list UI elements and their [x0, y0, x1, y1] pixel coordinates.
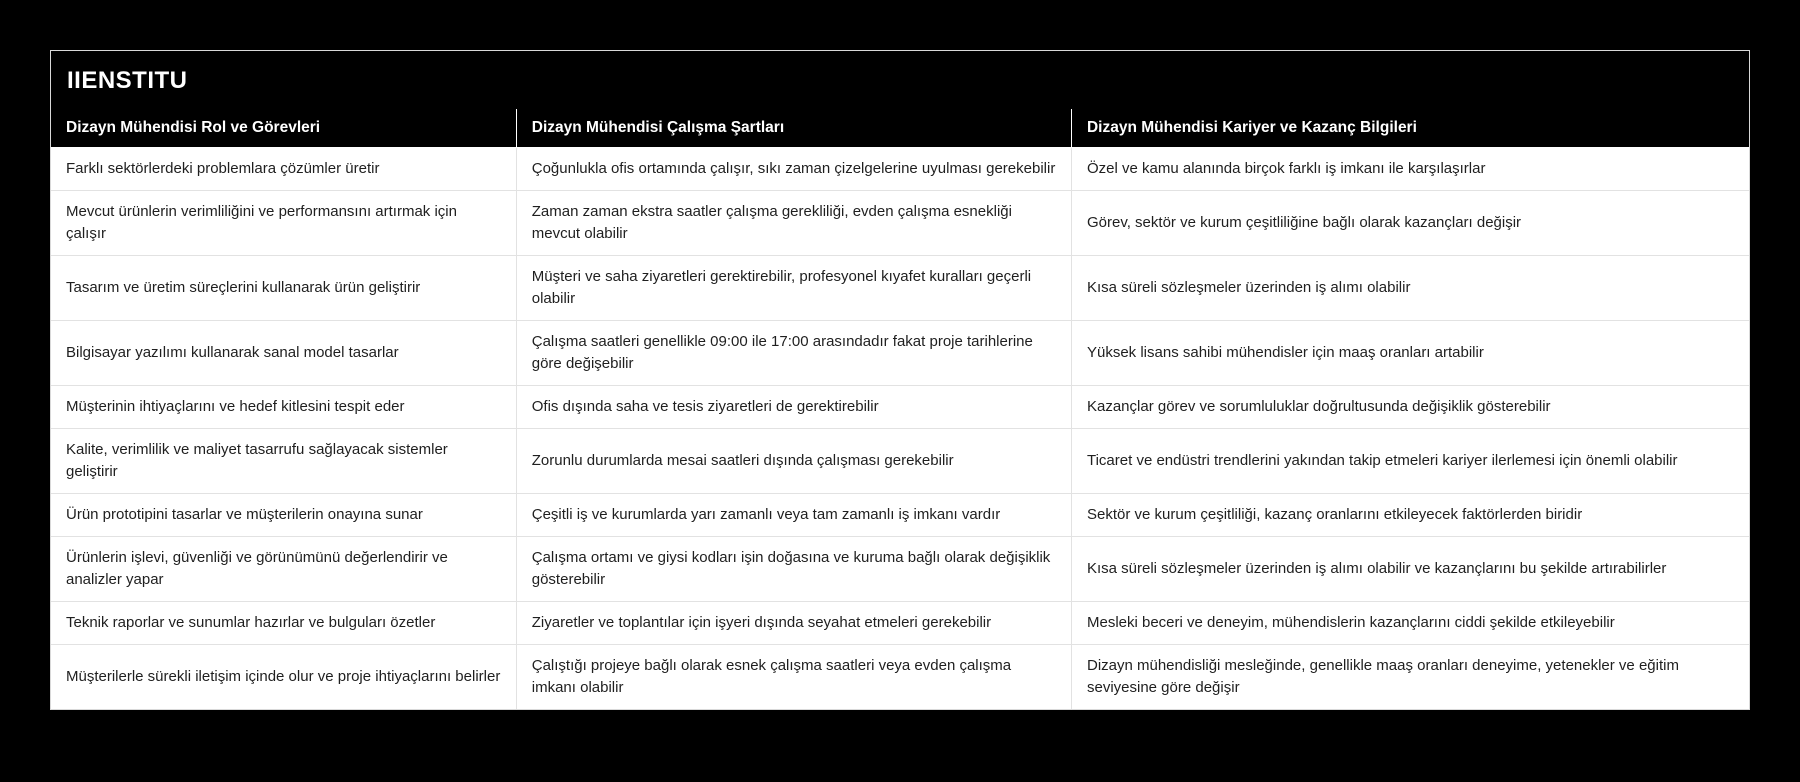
table-row	[51, 494, 1749, 537]
table-cell: Teknik raporlar ve sunumlar hazırlar ve bulguları özetler	[51, 602, 516, 645]
info-table	[51, 109, 1749, 709]
table-row	[51, 537, 1749, 602]
table-cell: Kalite, verimlilik ve maliyet tasarrufu sağlayacak sistemler geliştirir	[51, 429, 516, 494]
table-row	[51, 191, 1749, 256]
table-header-row	[51, 109, 1749, 148]
table-cell: Ticaret ve endüstri trendlerini yakından takip etmeleri kariyer ilerlemesi için önemli olabilir	[1071, 429, 1749, 494]
table-cell: Sektör ve kurum çeşitliliği, kazanç oranlarını etkileyecek faktörlerden biridir	[1071, 494, 1749, 537]
table-body	[51, 148, 1749, 710]
column-header-roles: Dizayn Mühendisi Rol ve Görevleri	[51, 109, 516, 148]
table-cell: Dizayn mühendisliği mesleğinde, genellikle maaş oranları deneyime, yetenekler ve eğitim seviyesine göre değişir	[1071, 645, 1749, 710]
table-cell: Müşterinin ihtiyaçlarını ve hedef kitlesini tespit eder	[51, 386, 516, 429]
table-cell: Farklı sektörlerdeki problemlara çözümler üretir	[51, 148, 516, 191]
table-cell: Ürün prototipini tasarlar ve müşterilerin onayına sunar	[51, 494, 516, 537]
table-row	[51, 256, 1749, 321]
table-cell: Zorunlu durumlarda mesai saatleri dışında çalışması gerekebilir	[516, 429, 1071, 494]
table-cell: Özel ve kamu alanında birçok farklı iş imkanı ile karşılaşırlar	[1071, 148, 1749, 191]
table-cell: Çalışma ortamı ve giysi kodları işin doğasına ve kuruma bağlı olarak değişiklik gösterebilir	[516, 537, 1071, 602]
table-cell: Mesleki beceri ve deneyim, mühendislerin kazançlarını ciddi şekilde etkileyebilir	[1071, 602, 1749, 645]
table-row	[51, 429, 1749, 494]
table-cell: Müşteri ve saha ziyaretleri gerektirebilir, profesyonel kıyafet kuralları geçerli olabilir	[516, 256, 1071, 321]
table-cell: Kazançlar görev ve sorumluluklar doğrultusunda değişiklik gösterebilir	[1071, 386, 1749, 429]
column-header-conditions: Dizayn Mühendisi Çalışma Şartları	[516, 109, 1071, 148]
table-cell: Yüksek lisans sahibi mühendisler için maaş oranları artabilir	[1071, 321, 1749, 386]
table-row	[51, 321, 1749, 386]
table-cell: Ziyaretler ve toplantılar için işyeri dışında seyahat etmeleri gerekebilir	[516, 602, 1071, 645]
table-cell: Mevcut ürünlerin verimliliğini ve performansını artırmak için çalışır	[51, 191, 516, 256]
table-cell: Müşterilerle sürekli iletişim içinde olur ve proje ihtiyaçlarını belirler	[51, 645, 516, 710]
table-cell: Kısa süreli sözleşmeler üzerinden iş alımı olabilir	[1071, 256, 1749, 321]
table-cell: Kısa süreli sözleşmeler üzerinden iş alımı olabilir ve kazançlarını bu şekilde artırabilirler	[1071, 537, 1749, 602]
content-frame	[50, 50, 1750, 710]
table-row	[51, 645, 1749, 710]
table-cell: Bilgisayar yazılımı kullanarak sanal model tasarlar	[51, 321, 516, 386]
table-cell: Çeşitli iş ve kurumlarda yarı zamanlı veya tam zamanlı iş imkanı vardır	[516, 494, 1071, 537]
table-row	[51, 386, 1749, 429]
table-cell: Ürünlerin işlevi, güvenliği ve görünümünü değerlendirir ve analizler yapar	[51, 537, 516, 602]
table-row	[51, 148, 1749, 191]
table-cell: Zaman zaman ekstra saatler çalışma gerekliliği, evden çalışma esnekliği mevcut olabilir	[516, 191, 1071, 256]
table-row	[51, 602, 1749, 645]
table-cell: Ofis dışında saha ve tesis ziyaretleri de gerektirebilir	[516, 386, 1071, 429]
table-cell: Görev, sektör ve kurum çeşitliliğine bağlı olarak kazançları değişir	[1071, 191, 1749, 256]
page-title: IIENSTITU	[67, 67, 188, 94]
table-cell: Çoğunlukla ofis ortamında çalışır, sıkı zaman çizelgelerine uyulması gerekebilir	[516, 148, 1071, 191]
title-bar	[51, 51, 1749, 109]
table-cell: Çalışma saatleri genellikle 09:00 ile 17:00 arasındadır fakat proje tarihlerine göre değişebilir	[516, 321, 1071, 386]
table-cell: Çalıştığı projeye bağlı olarak esnek çalışma saatleri veya evden çalışma imkanı olabilir	[516, 645, 1071, 710]
table-header	[51, 109, 1749, 148]
column-header-career: Dizayn Mühendisi Kariyer ve Kazanç Bilgileri	[1071, 109, 1749, 148]
table-cell: Tasarım ve üretim süreçlerini kullanarak ürün geliştirir	[51, 256, 516, 321]
